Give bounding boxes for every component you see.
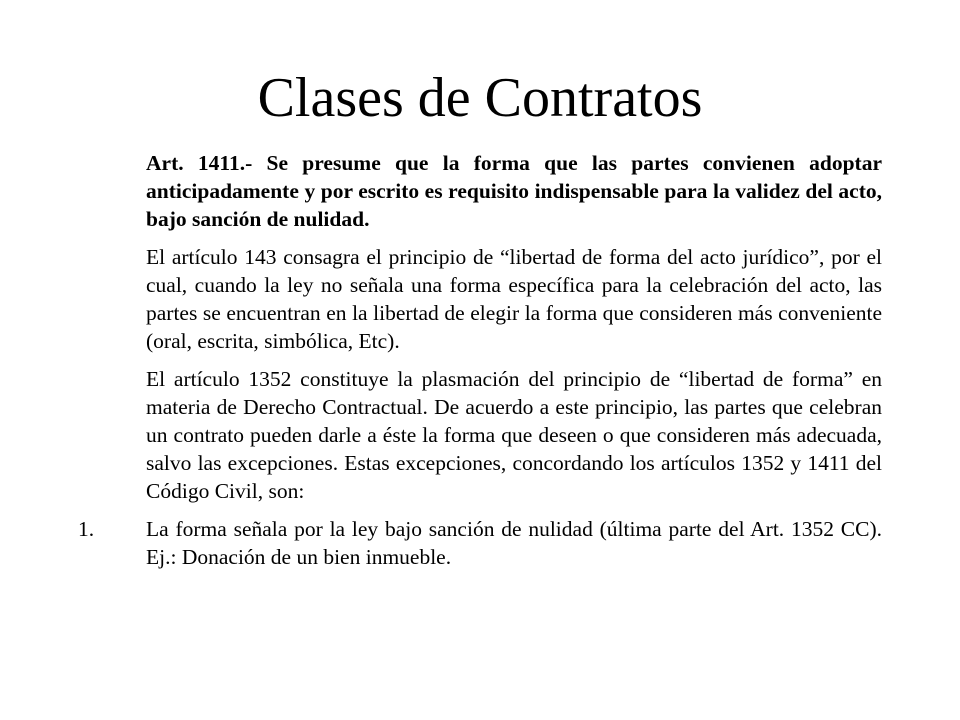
slide-title: Clases de Contratos bbox=[257, 67, 703, 129]
list-item-number: 1. bbox=[78, 517, 95, 541]
article-1411-paragraph: Art. 1411.- Se presume que la forma que las partes convienen adoptar anticipadamente y por escrito es requisito indispensable para la validez del acto, bajo sanción de nulidad. bbox=[146, 151, 882, 231]
article-143-paragraph: El artículo 143 consagra el principio de “libertad de forma del acto jurídico”, por el cual, cuando la ley no señala una forma específica para la celebración del acto, las partes se encuentran en la libertad de elegir la forma que consideren más conveniente (oral, escrita, simbólica, Etc). bbox=[146, 245, 882, 353]
exception-list-item bbox=[78, 515, 882, 571]
list-item-text: La forma señala por la ley bajo sanción de nulidad (última parte del Art. 1352 CC). Ej.: Donación de un bien inmueble. bbox=[146, 517, 882, 569]
slide-body bbox=[78, 149, 882, 571]
article-1352-paragraph: El artículo 1352 constituye la plasmación del principio de “libertad de forma” en materia de Derecho Contractual. De acuerdo a este principio, las partes que celebran un contrato pueden darle a éste la forma que deseen o que consideren más adecuada, salvo las excepciones. Estas excepciones, concordando los artículos 1352 y 1411 del Código Civil, son: bbox=[146, 367, 882, 503]
